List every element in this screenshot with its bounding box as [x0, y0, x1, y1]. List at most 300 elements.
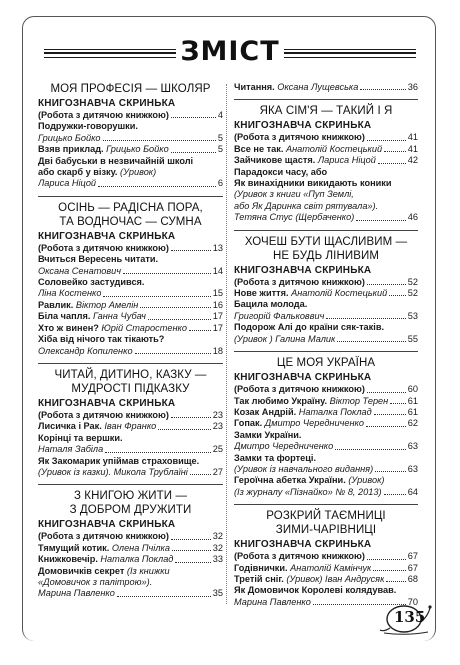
- toc-entry-line: [38, 277, 223, 288]
- toc-entry-part: Нове життя.: [234, 288, 292, 299]
- toc-entry-text: [38, 167, 156, 177]
- toc-entry-text: [234, 597, 311, 608]
- toc-entry-line: [38, 421, 223, 432]
- toc-entry: [38, 121, 223, 144]
- toc-entry: [234, 144, 418, 155]
- toc-entry-part: Взяв приклад.: [38, 144, 107, 155]
- toc-entry-text: [38, 334, 164, 344]
- toc-entry-part: або скарб у візку.: [38, 167, 121, 178]
- toc-entry: [38, 334, 223, 357]
- toc-entry-part: Читання.: [234, 82, 278, 92]
- toc-entry-part: Як Закомарик упіймав страховище.: [38, 455, 200, 466]
- toc-entry-line: [38, 554, 223, 565]
- toc-entry-part: Юрій Старостенко: [101, 322, 187, 333]
- toc-page-number: 68: [407, 573, 418, 584]
- toc-page-number: 36: [407, 82, 418, 92]
- section-subheading: КНИГОЗНАВЧА СКРИНЬКА: [234, 120, 372, 132]
- toc-leader-dots: [360, 89, 405, 90]
- toc-entry-part: (Уривок із навчального видання): [234, 463, 374, 474]
- toc-entry-text: [234, 82, 358, 93]
- toc-entry-line: [38, 467, 223, 478]
- toc-entry-part: Тямущий котик.: [38, 542, 112, 553]
- section-heading: [38, 82, 223, 96]
- toc-entry-line: [234, 189, 418, 200]
- toc-entry-line: [234, 155, 418, 166]
- toc-entry: [234, 563, 418, 574]
- toc-entry: [38, 433, 223, 456]
- toc-entry: [38, 456, 223, 479]
- toc-entry-line: [38, 254, 223, 265]
- toc-page-number: 23: [212, 421, 223, 432]
- toc-entry-part: Подорож Алі до країни сяк-таків.: [234, 322, 385, 333]
- toc-leader-dots: [384, 494, 406, 495]
- toc-page-number: 61: [407, 406, 418, 417]
- toc-entry-part: Ліна Костенко: [38, 288, 102, 299]
- toc-leader-dots: [98, 186, 216, 187]
- toc-page-number: 13: [212, 242, 223, 253]
- toc-page-number: 5: [217, 132, 223, 143]
- toc-entry-text: [234, 563, 371, 574]
- toc-entry-part: (Уривок з книги «Пуп Землі,: [234, 189, 354, 200]
- toc-page-number: 46: [407, 212, 418, 223]
- toc-entry-text: [234, 201, 378, 211]
- toc-page-number: 62: [407, 418, 418, 429]
- section-heading: [234, 99, 418, 118]
- section-heading: [38, 196, 223, 229]
- toc-entry-part: Олена Пчілка: [111, 542, 170, 553]
- toc-entry-text: [234, 585, 396, 595]
- toc-entry-text: [38, 110, 169, 121]
- toc-leader-dots: [190, 474, 211, 475]
- toc-entry-part: Наталка Поклад: [298, 406, 372, 417]
- section-subheading: КНИГОЗНАВЧА СКРИНЬКА: [38, 98, 176, 109]
- toc-entry-text: [234, 299, 307, 309]
- toc-entry-line: [38, 566, 223, 577]
- toc-entry: [38, 323, 223, 334]
- toc-leader-dots: [335, 449, 406, 450]
- toc-entry-part: (Робота з дитячою книжкою): [234, 551, 365, 562]
- toc-entry-text: [38, 323, 187, 334]
- toc-entry-part: Віктор Терен: [329, 395, 389, 406]
- toc-leader-dots: [105, 452, 211, 453]
- toc-leader-dots: [148, 319, 211, 320]
- toc-page-number: 64: [407, 486, 418, 497]
- toc-entry-line: [234, 311, 418, 322]
- toc-entry-part: Все не так.: [234, 143, 286, 154]
- section-heading-line: З ДОБРОМ ДРУЖИТИ: [69, 504, 192, 517]
- toc-section: [38, 196, 223, 357]
- toc-entry-text: [38, 531, 169, 542]
- toc-entry-text: [38, 467, 188, 478]
- toc-entry-line: [234, 453, 418, 464]
- toc-entry-text: [38, 410, 169, 421]
- toc-leader-dots: [171, 417, 211, 418]
- toc-entry-line: [234, 144, 418, 155]
- toc-entry-part: Равлик.: [38, 299, 76, 310]
- toc-entry-text: [38, 144, 169, 155]
- toc-page-number: 6: [217, 178, 223, 189]
- toc-page-number: 55: [407, 333, 418, 344]
- toc-entry: [38, 421, 223, 432]
- toc-entry-part: (Із книжки: [126, 565, 170, 576]
- toc-entry: [234, 82, 418, 93]
- toc-entry: [234, 453, 418, 476]
- toc-entry-text: [38, 133, 101, 144]
- section-heading: [38, 363, 223, 396]
- toc-entry-line: [234, 430, 418, 441]
- toc-page-number: 63: [407, 463, 418, 474]
- toc-entry-part: (Робота з дитячою книжкою): [234, 384, 365, 395]
- toc-entry-text: [38, 266, 121, 277]
- toc-entry-part: Лариса Ніцой: [317, 155, 376, 166]
- toc-leader-dots: [384, 151, 406, 152]
- toc-entry-text: [38, 433, 123, 443]
- toc-entry: [38, 144, 223, 155]
- toc-entry: [234, 574, 418, 585]
- toc-entry-line: [38, 588, 223, 599]
- toc-entry-part: Грицько Бойко: [106, 144, 169, 155]
- toc-entry-text: [234, 288, 387, 299]
- toc-left-column: [38, 82, 223, 606]
- toc-section: [38, 484, 223, 599]
- section-heading-line: ТА ВОДНОЧАС — СУМНА: [59, 215, 202, 228]
- toc-entry-text: [38, 577, 152, 587]
- toc-leader-dots: [326, 318, 405, 319]
- toc-entry-text: [234, 212, 354, 223]
- toc-leader-dots: [103, 296, 210, 297]
- toc-entry: [38, 243, 223, 254]
- toc-page-number: 42: [407, 155, 418, 166]
- section-subheading: КНИГОЗНАВЧА СКРИНЬКА: [234, 264, 372, 276]
- toc-entry-text: [234, 167, 327, 177]
- toc-leader-dots: [117, 596, 211, 597]
- toc-entry-line: [38, 178, 223, 189]
- toc-leader-dots: [171, 250, 211, 251]
- toc-leader-dots: [135, 353, 211, 354]
- toc-page-number: 17: [212, 322, 223, 333]
- toc-entry-line: [234, 322, 418, 333]
- toc-entry-part: Корінці та вершки.: [38, 432, 123, 443]
- toc-entry-text: [38, 543, 170, 554]
- toc-entry: [38, 156, 223, 190]
- toc-page-number: 18: [212, 345, 223, 356]
- toc-entry-line: [38, 323, 223, 334]
- toc-entry-line: [38, 334, 223, 345]
- toc-entry-line: [38, 144, 223, 155]
- toc-leader-dots: [389, 295, 406, 296]
- toc-entry-text: [38, 444, 103, 455]
- toc-entry-line: [234, 563, 418, 574]
- section-subheading: КНИГОЗНАВЧА СКРИНЬКА: [38, 230, 176, 242]
- toc-entry: [234, 288, 418, 299]
- toc-section: [234, 99, 418, 223]
- toc-entry-line: [38, 156, 223, 167]
- toc-leader-dots: [175, 562, 210, 563]
- toc-leader-dots: [337, 341, 405, 342]
- toc-entry: [234, 551, 418, 562]
- toc-entry-part: Іван Франко: [104, 421, 157, 432]
- toc-page-number: 16: [212, 299, 223, 310]
- toc-entry-part: Замки України.: [234, 429, 302, 440]
- toc-entry-part: (Уривок) Іван Андрусяк: [286, 573, 385, 584]
- toc-entry: [234, 475, 418, 498]
- toc-entry-text: [234, 453, 316, 463]
- toc-entry: [234, 322, 418, 345]
- toc-entry-part: Ганна Чубач: [92, 311, 146, 322]
- toc-entry-part: Соловейко застудився.: [38, 277, 145, 288]
- section-heading: [234, 351, 418, 370]
- toc-entry: [234, 407, 418, 418]
- toc-entry-part: Бацила молода.: [234, 299, 308, 310]
- toc-entry-text: [234, 144, 382, 155]
- toc-entry: [38, 311, 223, 322]
- toc-entry-line: [38, 577, 223, 588]
- toc-entry-part: (Із журналу «Пізнайко» № 8, 2013): [234, 486, 382, 497]
- toc-entry-line: [38, 167, 223, 178]
- toc-leader-dots: [367, 284, 406, 285]
- section-heading-line: НЕ БУДЬ ЛІНИВИМ: [272, 249, 380, 262]
- toc-page-number: 4: [217, 110, 223, 120]
- toc-entry: [38, 300, 223, 311]
- toc-entry: [38, 531, 223, 542]
- toc-entry-line: [234, 299, 418, 310]
- toc-entry-text: [38, 456, 199, 466]
- section-heading-line: ХОЧЕШ БУТИ ЩАСЛИВИМ —: [244, 235, 408, 248]
- toc-entry-line: [38, 311, 223, 322]
- toc-leader-dots: [390, 403, 406, 404]
- toc-entry-part: Тетяна Стус (Щербаченко): [234, 212, 355, 223]
- toc-section: [234, 504, 418, 608]
- toc-page-number: 63: [407, 441, 418, 452]
- toc-page-number: 53: [407, 310, 418, 321]
- toc-entry-line: [38, 110, 223, 121]
- toc-leader-dots: [189, 330, 211, 331]
- toc-entry-text: [234, 464, 373, 475]
- toc-leader-dots: [171, 117, 216, 118]
- toc-entry: [234, 299, 418, 322]
- toc-entry-text: [38, 346, 133, 357]
- toc-page-number: 27: [212, 466, 223, 477]
- toc-entry-text: [234, 178, 392, 188]
- toc-leader-dots: [171, 539, 211, 540]
- toc-entry-part: Годівнички.: [234, 562, 291, 573]
- toc-entry-part: «Домовичок з палітрою»).: [38, 576, 153, 587]
- toc-entry-line: [234, 441, 418, 452]
- toc-entry-part: (Уривок ) Галина Малик: [234, 333, 336, 344]
- toc-leader-dots: [375, 471, 406, 472]
- toc-entry-part: (Робота з дитячою книжкою): [38, 242, 169, 253]
- toc-entry-line: [234, 288, 418, 299]
- section-heading: [234, 230, 418, 263]
- section-heading: [234, 504, 418, 537]
- toc-entry-line: [234, 585, 418, 596]
- section-heading-line: ЦЕ МОЯ УКРАЇНА: [276, 357, 376, 370]
- toc-entry: [38, 543, 223, 554]
- toc-entry-text: [38, 554, 173, 565]
- toc-entry-part: або Як Даринка світ рятувала»).: [234, 200, 379, 211]
- toc-entry-line: [234, 396, 418, 407]
- toc-leader-dots: [378, 163, 406, 164]
- toc-entry: [234, 384, 418, 395]
- toc-leader-dots: [103, 140, 216, 141]
- toc-entry-text: [38, 288, 101, 299]
- toc-entry-part: Так любимо Україну.: [234, 395, 330, 406]
- toc-entry-text: [234, 322, 384, 332]
- toc-entry: [234, 155, 418, 166]
- toc-right-column: [234, 82, 418, 614]
- toc-entry-part: Оксана Сенатович: [38, 265, 122, 276]
- toc-entry-part: Дмитро Чередниченко: [264, 418, 364, 429]
- toc-entry-line: [234, 475, 418, 486]
- toc-page-number: 33: [212, 554, 223, 565]
- toc-entry-part: (Уривок із казки). Микола Трублаїні: [38, 466, 188, 477]
- toc-entry-text: [38, 277, 144, 287]
- toc-entry-text: [234, 132, 365, 143]
- page-title: ЗМІСТ: [180, 36, 280, 67]
- toc-entry-line: [38, 288, 223, 299]
- section-heading: [38, 484, 223, 517]
- toc-page-number: 17: [212, 311, 223, 322]
- toc-entry-part: Героїчна абетка України.: [234, 475, 349, 486]
- toc-entry-line: [38, 121, 223, 132]
- page-number-badge: [378, 602, 434, 636]
- toc-entry: [234, 418, 418, 429]
- toc-entry-part: Віктор Амелін: [75, 299, 139, 310]
- toc-entry-part: Третій сніг.: [234, 573, 287, 584]
- toc-entry-part: Замки та фортеці.: [234, 452, 317, 463]
- toc-entry-part: Григорій Фальковвич: [234, 310, 325, 321]
- toc-entry-line: [234, 418, 418, 429]
- toc-entry-line: [234, 167, 418, 178]
- toc-entry-part: Вчиться Вересень читати.: [38, 254, 159, 265]
- toc-entry-text: [234, 441, 333, 452]
- section-subheading: КНИГОЗНАВЧА СКРИНЬКА: [234, 372, 372, 384]
- toc-entry-part: Хто ж винен?: [38, 322, 102, 333]
- toc-entry-part: Книжковечір.: [38, 554, 101, 565]
- toc-entry-part: (Робота з дитячою книжкою): [38, 531, 169, 542]
- toc-entry-line: [38, 266, 223, 277]
- toc-entry-line: [38, 433, 223, 444]
- toc-entry: [38, 410, 223, 421]
- section-heading-line: З КНИГОЮ ЖИТИ —: [73, 490, 188, 503]
- toc-entry-part: Домовичків секрет: [38, 565, 127, 576]
- toc-entry-part: Грицько Бойко: [38, 132, 101, 143]
- toc-entry-text: [234, 475, 384, 485]
- toc-leader-dots: [367, 392, 406, 393]
- page-number: 135: [394, 608, 426, 626]
- toc-entry-part: Дві бабуськи в незвичайній школі: [38, 155, 194, 166]
- toc-entry-text: [38, 311, 146, 322]
- toc-entry-part: Лисичка і Рак.: [38, 421, 105, 432]
- toc-entry-part: Козак Андрій.: [234, 406, 299, 417]
- toc-entry-text: [38, 121, 138, 131]
- toc-entry-text: [38, 566, 170, 576]
- toc-entry-part: Наталка Поклад: [100, 554, 174, 565]
- toc-entry-line: [38, 531, 223, 542]
- toc-entry-line: [38, 300, 223, 311]
- toc-entry-part: Як Домовичок Королеві колядував.: [234, 585, 397, 596]
- toc-entry-line: [234, 212, 418, 223]
- toc-entry-line: [38, 243, 223, 254]
- section-heading-line: ЧИТАЙ, ДИТИНО, КАЗКУ —: [54, 368, 207, 381]
- toc-entry-line: [38, 133, 223, 144]
- toc-entry-part: Парадокси часу, або: [234, 166, 328, 177]
- toc-entry: [38, 277, 223, 300]
- toc-entry-line: [38, 410, 223, 421]
- toc-entry: [38, 554, 223, 565]
- toc-entry: [234, 277, 418, 288]
- toc-entry-part: Дмитро Чередниченко: [234, 441, 334, 452]
- toc-entry-part: Наталя Забіла: [38, 444, 104, 455]
- toc-section: [234, 82, 418, 93]
- toc-entry-part: (Робота з дитячою книжкою): [38, 110, 169, 120]
- toc-entry: [234, 132, 418, 143]
- section-subheading: КНИГОЗНАВЧА СКРИНЬКА: [38, 397, 176, 409]
- toc-page-number: 70: [407, 596, 418, 607]
- toc-leader-dots: [123, 273, 211, 274]
- toc-entry: [38, 254, 223, 277]
- toc-entry-text: [234, 396, 388, 407]
- section-subheading: КНИГОЗНАВЧА СКРИНЬКА: [38, 519, 176, 531]
- toc-entry-part: Подружки-говорушки.: [38, 121, 138, 132]
- toc-leader-dots: [373, 570, 405, 571]
- toc-leader-dots: [171, 152, 216, 153]
- toc-leader-dots: [172, 550, 211, 551]
- toc-page-number: 41: [407, 132, 418, 143]
- toc-entry-text: [38, 588, 115, 599]
- toc-section: [234, 351, 418, 498]
- section-heading-line: ОСІНЬ — РАДІСНА ПОРА,: [58, 201, 203, 214]
- toc-entry: [38, 110, 223, 121]
- toc-entry-text: [38, 300, 138, 311]
- toc-entry: [234, 396, 418, 407]
- toc-page-number: 41: [407, 143, 418, 154]
- toc-entry-text: [234, 277, 365, 288]
- toc-page-number: 14: [212, 265, 223, 276]
- toc-entry-text: [38, 156, 193, 166]
- toc-leader-dots: [356, 220, 405, 221]
- toc-entry-part: (Робота з дитячою книжкою): [38, 409, 169, 420]
- toc-entry-line: [234, 178, 418, 189]
- toc-leader-dots: [366, 426, 406, 427]
- toc-entry-part: Марина Павленко: [38, 588, 115, 599]
- toc-page-number: 67: [407, 562, 418, 573]
- section-heading-line: ЯКА СІМ'Я — ТАКИЙ І Я: [259, 105, 393, 118]
- toc-leader-dots: [367, 559, 406, 560]
- toc-entry-line: [38, 346, 223, 357]
- toc-page-number: 25: [212, 444, 223, 455]
- toc-entry-line: [234, 277, 418, 288]
- toc-entry-text: [38, 254, 158, 264]
- title-wrap: [0, 36, 460, 67]
- toc-entry-part: Біла чапля.: [38, 311, 93, 322]
- toc-section: [234, 230, 418, 345]
- toc-entry-line: [38, 444, 223, 455]
- toc-entry-part: Лариса Ніцой: [38, 178, 97, 189]
- toc-entry-part: Анатолій Костецький: [291, 288, 388, 299]
- toc-entry-part: (Робота з дитячою книжкою): [234, 132, 365, 143]
- toc-entry-line: [234, 487, 418, 498]
- toc-entry-part: (Уривок): [348, 475, 385, 486]
- section-heading-line: МУДРОСТІ ПІДКАЗКУ: [71, 382, 190, 395]
- toc-entry-text: [234, 430, 301, 440]
- toc-page-number: 67: [407, 551, 418, 562]
- section-heading-line: МОЯ ПРОФЕСІЯ — ШКОЛЯР: [50, 83, 211, 95]
- toc-page-number: 52: [407, 288, 418, 299]
- toc-entry-line: [234, 201, 418, 212]
- toc-entry-text: [234, 574, 384, 585]
- toc-entry-line: [234, 384, 418, 395]
